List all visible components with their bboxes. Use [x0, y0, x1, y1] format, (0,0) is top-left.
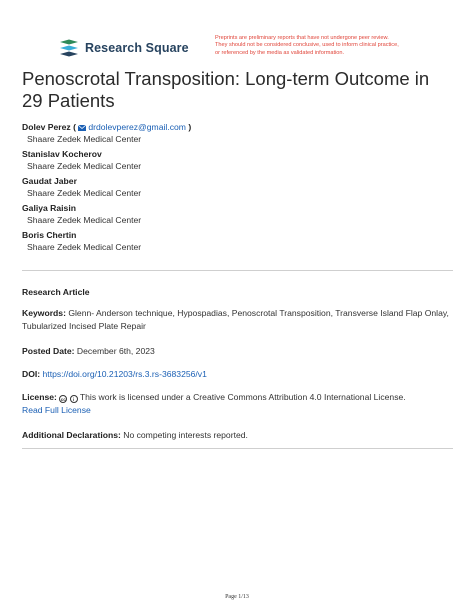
author-name: Dolev Perez	[22, 122, 71, 132]
envelope-icon	[78, 125, 86, 131]
disclaimer-line: or referenced by the media as validated information.	[215, 49, 345, 56]
posted-date-section	[22, 345, 452, 358]
article-type-label: Research Article	[22, 287, 90, 297]
article-type	[22, 286, 452, 299]
keywords-value: Glenn- Anderson technique, Hypospadias, Penoscrotal Transposition, Transverse Island Flap Onlay, Tubularized Incised Plate Repair	[22, 308, 449, 331]
research-square-logo[interactable]	[58, 39, 189, 57]
author-item	[22, 175, 452, 199]
author-affiliation: Shaare Zedek Medical Center	[27, 242, 142, 252]
author-affiliation: Shaare Zedek Medical Center	[27, 215, 142, 225]
author-affiliation: Shaare Zedek Medical Center	[27, 161, 142, 171]
author-email-wrap: ( drdolevperez@gmail.com )	[73, 122, 192, 132]
author-affiliation: Shaare Zedek Medical Center	[27, 188, 142, 198]
page-number: Page 1/13	[225, 594, 249, 600]
doi-section	[22, 368, 452, 381]
license-section	[22, 391, 452, 417]
divider	[22, 448, 453, 449]
declarations-value: No competing interests reported.	[123, 430, 248, 440]
author-name: Boris Chertin	[22, 230, 77, 240]
logo-text: Research Square	[85, 41, 189, 55]
declarations-section	[22, 429, 452, 442]
keywords-label: Keywords:	[22, 308, 66, 318]
author-name: Gaudat Jaber	[22, 176, 77, 186]
doi-link[interactable]: https://doi.org/10.21203/rs.3.rs-3683256/v1	[42, 369, 207, 379]
author-item	[22, 229, 452, 253]
author-item	[22, 202, 452, 226]
paper-title: Penoscrotal Transposition: Long-term Outcome in 29 Patients	[22, 68, 430, 111]
attribution-icon: i	[70, 395, 78, 403]
disclaimer-line: Preprints are preliminary reports that have not undergone peer review.	[215, 35, 389, 41]
keywords-section	[22, 307, 452, 333]
creative-commons-icon: cc	[60, 397, 66, 402]
author-name: Stanislav Kocherov	[22, 149, 102, 159]
divider	[22, 270, 453, 271]
author-affiliation: Shaare Zedek Medical Center	[27, 134, 142, 144]
author-item	[22, 148, 452, 172]
declarations-label: Additional Declarations:	[22, 430, 121, 440]
posted-date-label: Posted Date:	[22, 346, 75, 356]
author-item	[22, 121, 452, 145]
doi-label: DOI:	[22, 369, 41, 379]
preprint-disclaimer	[215, 35, 445, 57]
license-label: License:	[22, 392, 57, 402]
read-full-license-link[interactable]: Read Full License	[22, 405, 91, 415]
license-text: This work is licensed under a Creative Commons Attribution 4.0 International License.	[79, 392, 406, 402]
posted-date-value: December 6th, 2023	[76, 346, 155, 356]
research-square-logo-icon	[58, 39, 80, 57]
author-email-link[interactable]: drdolevperez@gmail.com	[88, 122, 186, 132]
disclaimer-line: They should not be considered conclusive, used to inform clinical practice,	[215, 42, 399, 49]
author-list	[22, 121, 452, 256]
author-name: Galiya Raisin	[22, 203, 76, 213]
